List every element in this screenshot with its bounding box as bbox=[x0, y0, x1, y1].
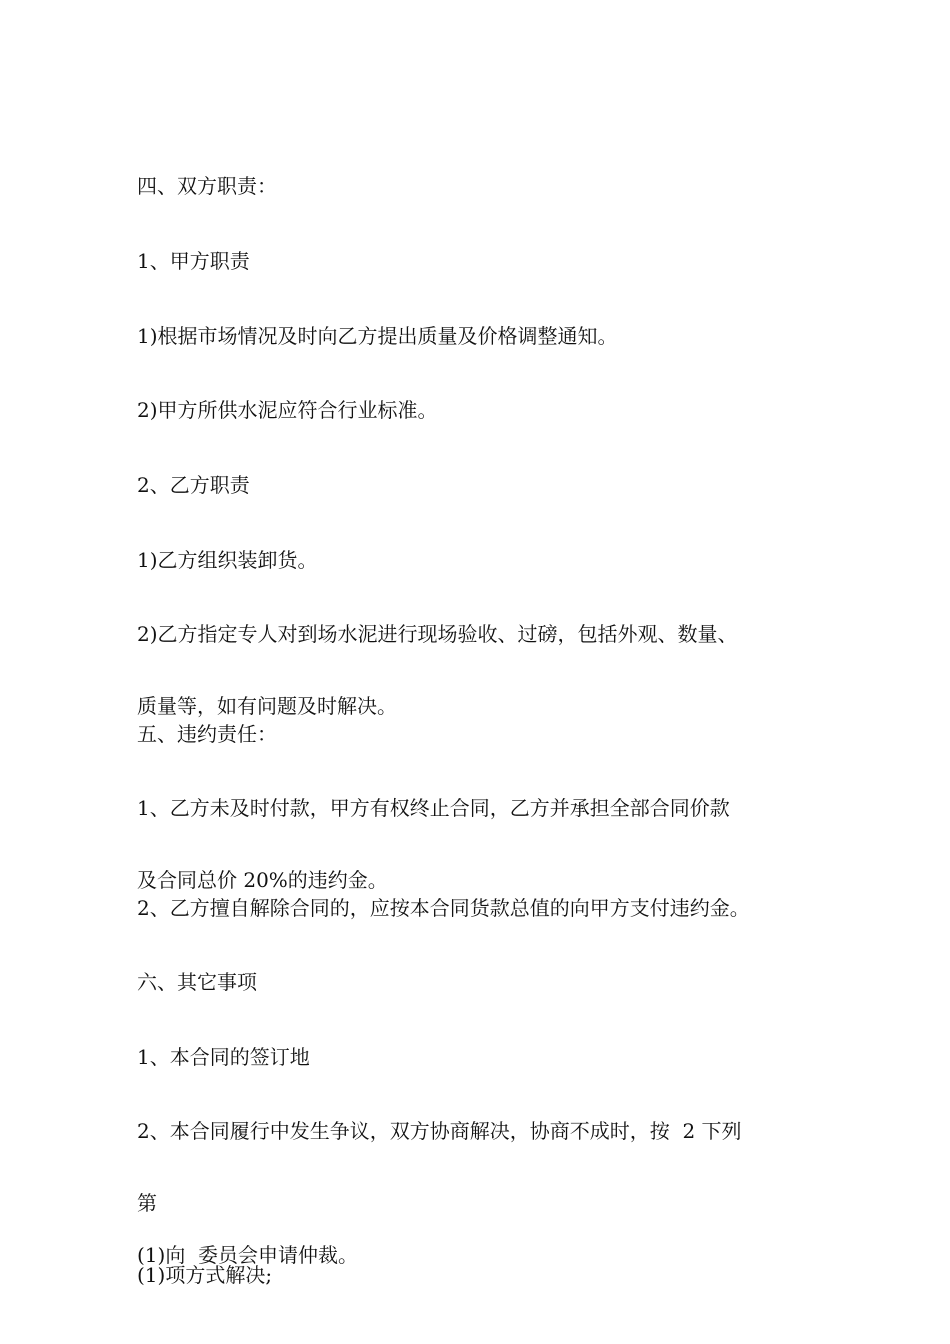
text-line: 2)甲方所供水泥应符合行业标准。 bbox=[137, 398, 438, 422]
text-line: 质量等，如有问题及时解决。 bbox=[137, 694, 397, 718]
clause-arbitration bbox=[137, 1195, 827, 1315]
text-line: 四、双方职责： bbox=[137, 174, 277, 198]
text-line: 2、本合同履行中发生争议，双方协商解决，协商不成时，按 2 下列 bbox=[137, 1119, 742, 1143]
text-line: 及合同总价 20%的违约金。 bbox=[137, 868, 388, 892]
text-line: (1)向 委员会申请仲裁。 bbox=[137, 1243, 359, 1267]
text-line: 2、乙方职责 bbox=[137, 473, 250, 497]
text-line: 第 bbox=[137, 1191, 157, 1215]
text-line: (1)项方式解决; bbox=[137, 1263, 273, 1287]
text-line: 六、其它事项 bbox=[137, 970, 257, 994]
text-line: 1)根据市场情况及时向乙方提出质量及价格调整通知。 bbox=[137, 324, 618, 348]
text-line: 2)乙方指定专人对到场水泥进行现场验收、过磅，包括外观、数量、 bbox=[137, 622, 738, 646]
text-line: 1)乙方组织装卸货。 bbox=[137, 548, 318, 572]
text-line: 1、甲方职责 bbox=[137, 249, 250, 273]
text-line: 五、违约责任： bbox=[137, 722, 277, 746]
text-line: 1、本合同的签订地 bbox=[137, 1045, 310, 1069]
text-line: 1、乙方未及时付款，甲方有权终止合同，乙方并承担全部合同价款 bbox=[137, 796, 730, 820]
text-line: 2、乙方擅自解除合同的，应按本合同货款总值的向甲方支付违约金。 bbox=[137, 896, 750, 920]
